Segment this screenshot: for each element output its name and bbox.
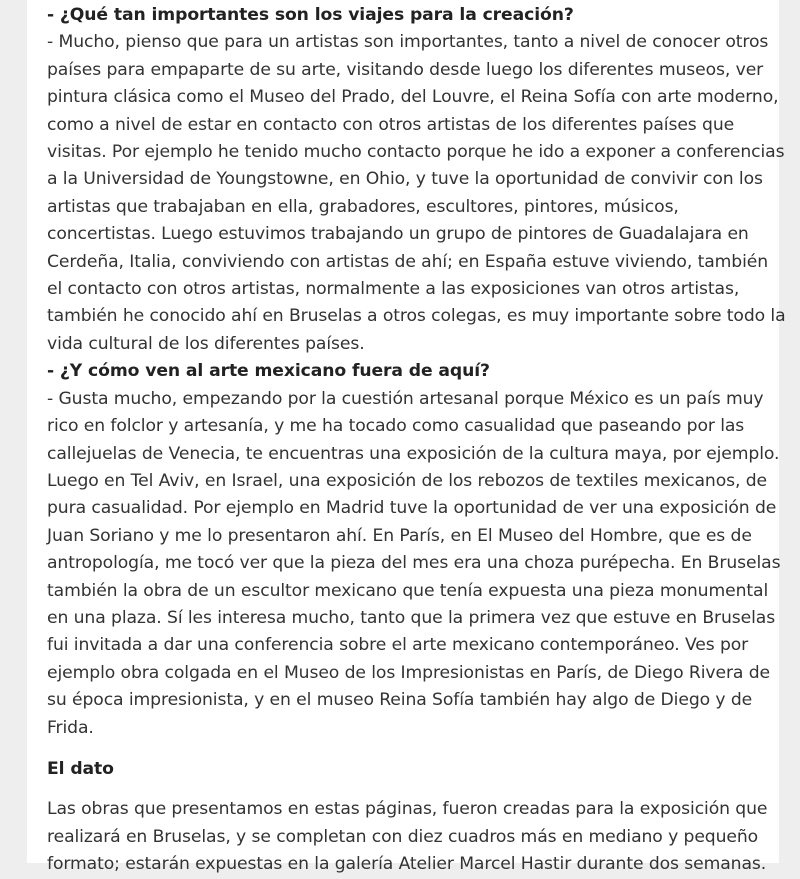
answer-travel: - Mucho, pienso que para un artistas son importantes, tanto a nivel de conocer otros países para empaparte de su arte, visitando desde luego los diferentes museos, ver pintura clásica como el Museo del Prado, del Louvre, el Reina Sofía con arte moderno, como a nivel de estar en contacto con otros artistas de los diferentes países que visitas. Por ejemplo he tenido mucho contacto porque he ido a exponer a conferencias a la Universidad de Youngstowne, en Ohio, y tuve la oportunidad de convivir con los artistas que trabajaban en ella, grabadores, escultores, pintores, músicos, concertistas. Luego estuvimos trabajando un grupo de pintores de Guadalajara en Cerdeña, Italia, conviviendo con artistas de ahí; en España estuve viviendo, también el contacto con otros artistas, normalmente a las exposiciones van otros artistas, también he conocido ahí en Bruselas a otros colegas, es muy importante sobre todo la vida cultural de los diferentes países. — [47, 32, 786, 354]
article-body — [47, 2, 787, 879]
answer-mexican-art: - Gusta mucho, empezando por la cuestión artesanal porque México es un país muy rico en folclor y artesanía, y me ha tocado como casualidad que paseando por las callejuelas de Venecia, te encuentras una exposición de la cultura maya, por ejemplo. Luego en Tel Aviv, en Israel, una exposición de los rebozos de textiles mexicanos, de pura casualidad. Por ejemplo en Madrid tuve la oportunidad de ver una exposición de Juan Soriano y me lo presentaron ahí. En París, en El Museo del Hombre, que es de antropología, me tocó ver que la pieza del mes era una choza purépecha. En Bruselas también la obra de un escultor mexicano que tenía expuesta una pieza monumental en una plaza. Sí les interesa mucho, tanto que la primera vez que estuve en Bruselas fui invitada a dar una conferencia sobre el arte mexicano contemporáneo. Ves por ejemplo obra colgada en el Museo de los Impresionistas en París, de Diego Rivera de su época impresionista, y en el museo Reina Sofía también hay algo de Diego y de Frida. — [47, 388, 781, 738]
section-heading-el-dato: El dato — [47, 758, 114, 779]
question-travel: - ¿Qué tan importantes son los viajes para la creación? — [47, 5, 574, 25]
el-dato-paragraph: Las obras que presentamos en estas páginas, fueron creadas para la exposición que realizará en Bruselas, y se completan con diez cuadros más en mediano y pequeño formato; estarán expuestas en la galería Atelier Marcel Hastir durante dos semanas. — [47, 799, 768, 875]
article-page — [27, 0, 786, 875]
question-mexican-art: - ¿Y cómo ven al arte mexicano fuera de aquí? — [47, 361, 490, 382]
